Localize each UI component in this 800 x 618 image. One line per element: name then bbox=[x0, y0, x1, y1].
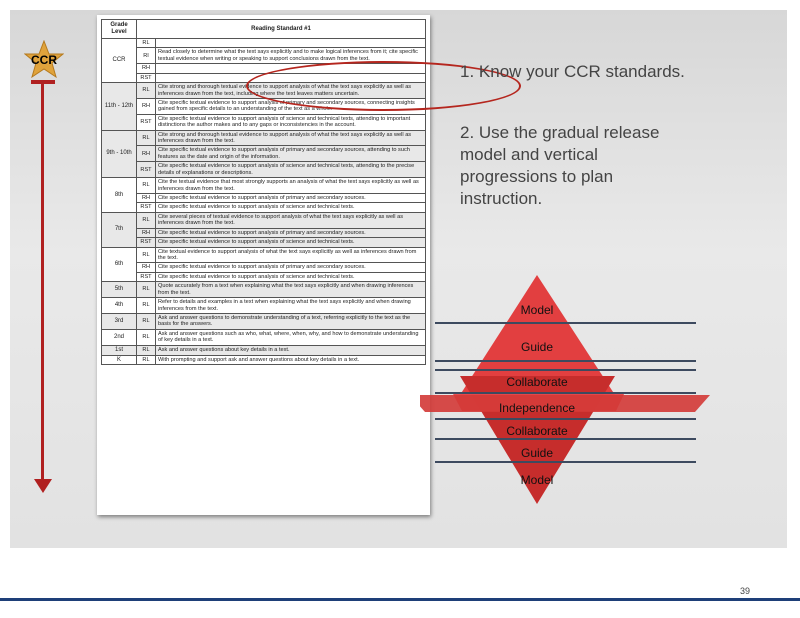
standard-type-cell: RST bbox=[137, 114, 156, 130]
standard-text-cell: Cite strong and thorough textual evidence to support analysis of what the text says explicitly as well as inferences drawn from the text. bbox=[156, 130, 426, 146]
table-row bbox=[102, 146, 426, 162]
standard-text-cell: Cite specific textual evidence to support analysis of science and technical texts. bbox=[156, 203, 426, 212]
standard-type-cell: RH bbox=[137, 98, 156, 114]
table-row bbox=[102, 178, 426, 194]
standard-text-cell: Ask and answer questions such as who, what, where, when, why, and how to demonstrate understanding of key details in a text. bbox=[156, 329, 426, 345]
pyramid-label-independence: Independence bbox=[498, 401, 576, 415]
standard-text-cell: Ask and answer questions about key details in a text. bbox=[156, 345, 426, 355]
standard-type-cell: RH bbox=[137, 194, 156, 203]
standard-type-cell: RST bbox=[137, 272, 156, 281]
standard-text-cell: Cite the textual evidence that most strongly supports an analysis of what the text says explicitly as well as inferences drawn from the text. bbox=[156, 178, 426, 194]
standard-text-cell: Cite specific textual evidence to support analysis of primary and secondary sources. bbox=[156, 228, 426, 237]
grade-level-cell: 2nd bbox=[102, 329, 137, 345]
table-row bbox=[102, 162, 426, 178]
standard-text-cell: Cite specific textual evidence to support analysis of science and technical texts. bbox=[156, 238, 426, 247]
table-row bbox=[102, 313, 426, 329]
table-row bbox=[102, 263, 426, 272]
standard-text-cell: Cite specific textual evidence to support analysis of science and technical texts, attending to the precise details of explanations or descriptions. bbox=[156, 162, 426, 178]
standard-type-cell: RL bbox=[137, 83, 156, 99]
page-number: 39 bbox=[740, 586, 751, 596]
standard-type-cell: RL bbox=[137, 247, 156, 263]
grade-level-cell: K bbox=[102, 355, 137, 365]
standard-type-cell: RH bbox=[137, 64, 156, 73]
grade-level-cell: 6th bbox=[102, 247, 137, 282]
standard-type-cell: RL bbox=[137, 130, 156, 146]
standard-text-cell: Cite specific textual evidence to support analysis of primary and secondary sources, attending to such features as the date and origin of the information. bbox=[156, 146, 426, 162]
pyramid-label-model-top: Model bbox=[520, 303, 554, 317]
table-row bbox=[102, 228, 426, 237]
standard-type-cell: RH bbox=[137, 228, 156, 237]
standard-header: Reading Standard #1 bbox=[137, 20, 426, 39]
grade-level-cell: 1st bbox=[102, 345, 137, 355]
standard-text-cell: Quote accurately from a text when explaining what the text says explicitly and when drawing inferences from the text. bbox=[156, 282, 426, 298]
standard-type-cell: RST bbox=[137, 203, 156, 212]
arrow-down-icon bbox=[34, 479, 52, 493]
standard-text-cell: Read closely to determine what the text says explicitly and to make logical inferences from it; cite specific textual evidence when writing or speaking to support conclusions drawn from the text. bbox=[156, 48, 426, 64]
standard-type-cell: RH bbox=[137, 146, 156, 162]
table-row bbox=[102, 282, 426, 298]
ccr-badge-label: CCR bbox=[31, 53, 57, 67]
grade-level-cell: CCR bbox=[102, 39, 137, 83]
table-row bbox=[102, 247, 426, 263]
standard-text-cell: Ask and answer questions to demonstrate understanding of a text, referring explicitly to the text as the basis for the answers. bbox=[156, 313, 426, 329]
grade-level-cell: 3rd bbox=[102, 313, 137, 329]
grade-level-cell: 4th bbox=[102, 298, 137, 314]
grade-level-cell: 7th bbox=[102, 212, 137, 247]
standard-text-cell bbox=[156, 39, 426, 48]
table-row bbox=[102, 203, 426, 212]
standard-text-cell: With prompting and support ask and answer questions about key details in a text. bbox=[156, 355, 426, 365]
standard-text-cell: Cite specific textual evidence to support analysis of science and technical texts, attending to important distinctions the author makes and to any gaps or inconsistencies in the account. bbox=[156, 114, 426, 130]
standards-document bbox=[97, 15, 430, 515]
standard-text-cell: Cite specific textual evidence to support analysis of science and technical texts. bbox=[156, 272, 426, 281]
standard-text-cell: Cite specific textual evidence to support analysis of primary and secondary sources. bbox=[156, 263, 426, 272]
point-two: 2. Use the gradual release model and vertical progressions to plan instruction. bbox=[460, 123, 660, 208]
table-row bbox=[102, 298, 426, 314]
standard-text-cell: Cite textual evidence to support analysis of what the text says explicitly as well as inferences drawn from the text. bbox=[156, 247, 426, 263]
table-row bbox=[102, 130, 426, 146]
grade-level-cell: 8th bbox=[102, 178, 137, 213]
table-row bbox=[102, 39, 426, 48]
standard-type-cell: RST bbox=[137, 162, 156, 178]
standard-type-cell: RST bbox=[137, 73, 156, 82]
point-one: 1. Know your CCR standards. bbox=[460, 62, 685, 81]
standard-type-cell: RL bbox=[137, 282, 156, 298]
table-row bbox=[102, 194, 426, 203]
standard-type-cell: RH bbox=[137, 263, 156, 272]
grade-level-cell: 9th - 10th bbox=[102, 130, 137, 178]
progression-arrow-line bbox=[41, 84, 44, 479]
standard-type-cell: RL bbox=[137, 313, 156, 329]
table-row bbox=[102, 114, 426, 130]
standard-text-cell: Cite specific textual evidence to support analysis of primary and secondary sources. bbox=[156, 194, 426, 203]
standard-type-cell: RL bbox=[137, 329, 156, 345]
pyramid-label-collaborate-top: Collaborate bbox=[506, 375, 568, 389]
table-row bbox=[102, 355, 426, 365]
standard-type-cell: RL bbox=[137, 345, 156, 355]
standard-type-cell: RST bbox=[137, 238, 156, 247]
standard-type-cell: RL bbox=[137, 298, 156, 314]
pyramid-label-guide-bottom: Guide bbox=[520, 446, 554, 460]
standard-text-cell: Cite specific textual evidence to support analysis of primary and secondary sources, connecting insights gained from specific details to an understanding of the text as a whole. bbox=[156, 98, 426, 114]
standard-text-cell: Cite strong and thorough textual evidence to support analysis of what the text says explicitly as well as inferences drawn from the text, including where the text leaves matters uncertain. bbox=[156, 83, 426, 99]
standard-type-cell: RI bbox=[137, 48, 156, 64]
table-row bbox=[102, 238, 426, 247]
standard-type-cell: RL bbox=[137, 178, 156, 194]
table-row bbox=[102, 329, 426, 345]
pyramid-label-guide-top: Guide bbox=[520, 340, 554, 354]
grade-level-header: Grade Level bbox=[102, 20, 137, 39]
table-row bbox=[102, 272, 426, 281]
standard-type-cell: RL bbox=[137, 355, 156, 365]
standard-type-cell: RL bbox=[137, 212, 156, 228]
pyramid-label-collaborate-bottom: Collaborate bbox=[506, 424, 568, 438]
standard-type-cell: RL bbox=[137, 39, 156, 48]
footer-rule bbox=[0, 598, 800, 601]
standard-text-cell: Refer to details and examples in a text when explaining what the text says explicitly and when drawing inferences from the text. bbox=[156, 298, 426, 314]
standard-text-cell: Cite several pieces of textual evidence to support analysis of what the text says explicitly as well as inferences drawn from the text. bbox=[156, 212, 426, 228]
table-row bbox=[102, 345, 426, 355]
grade-level-cell: 11th - 12th bbox=[102, 83, 137, 131]
grade-level-cell: 5th bbox=[102, 282, 137, 298]
table-row bbox=[102, 212, 426, 228]
pyramid-label-model-bottom: Model bbox=[520, 473, 554, 487]
